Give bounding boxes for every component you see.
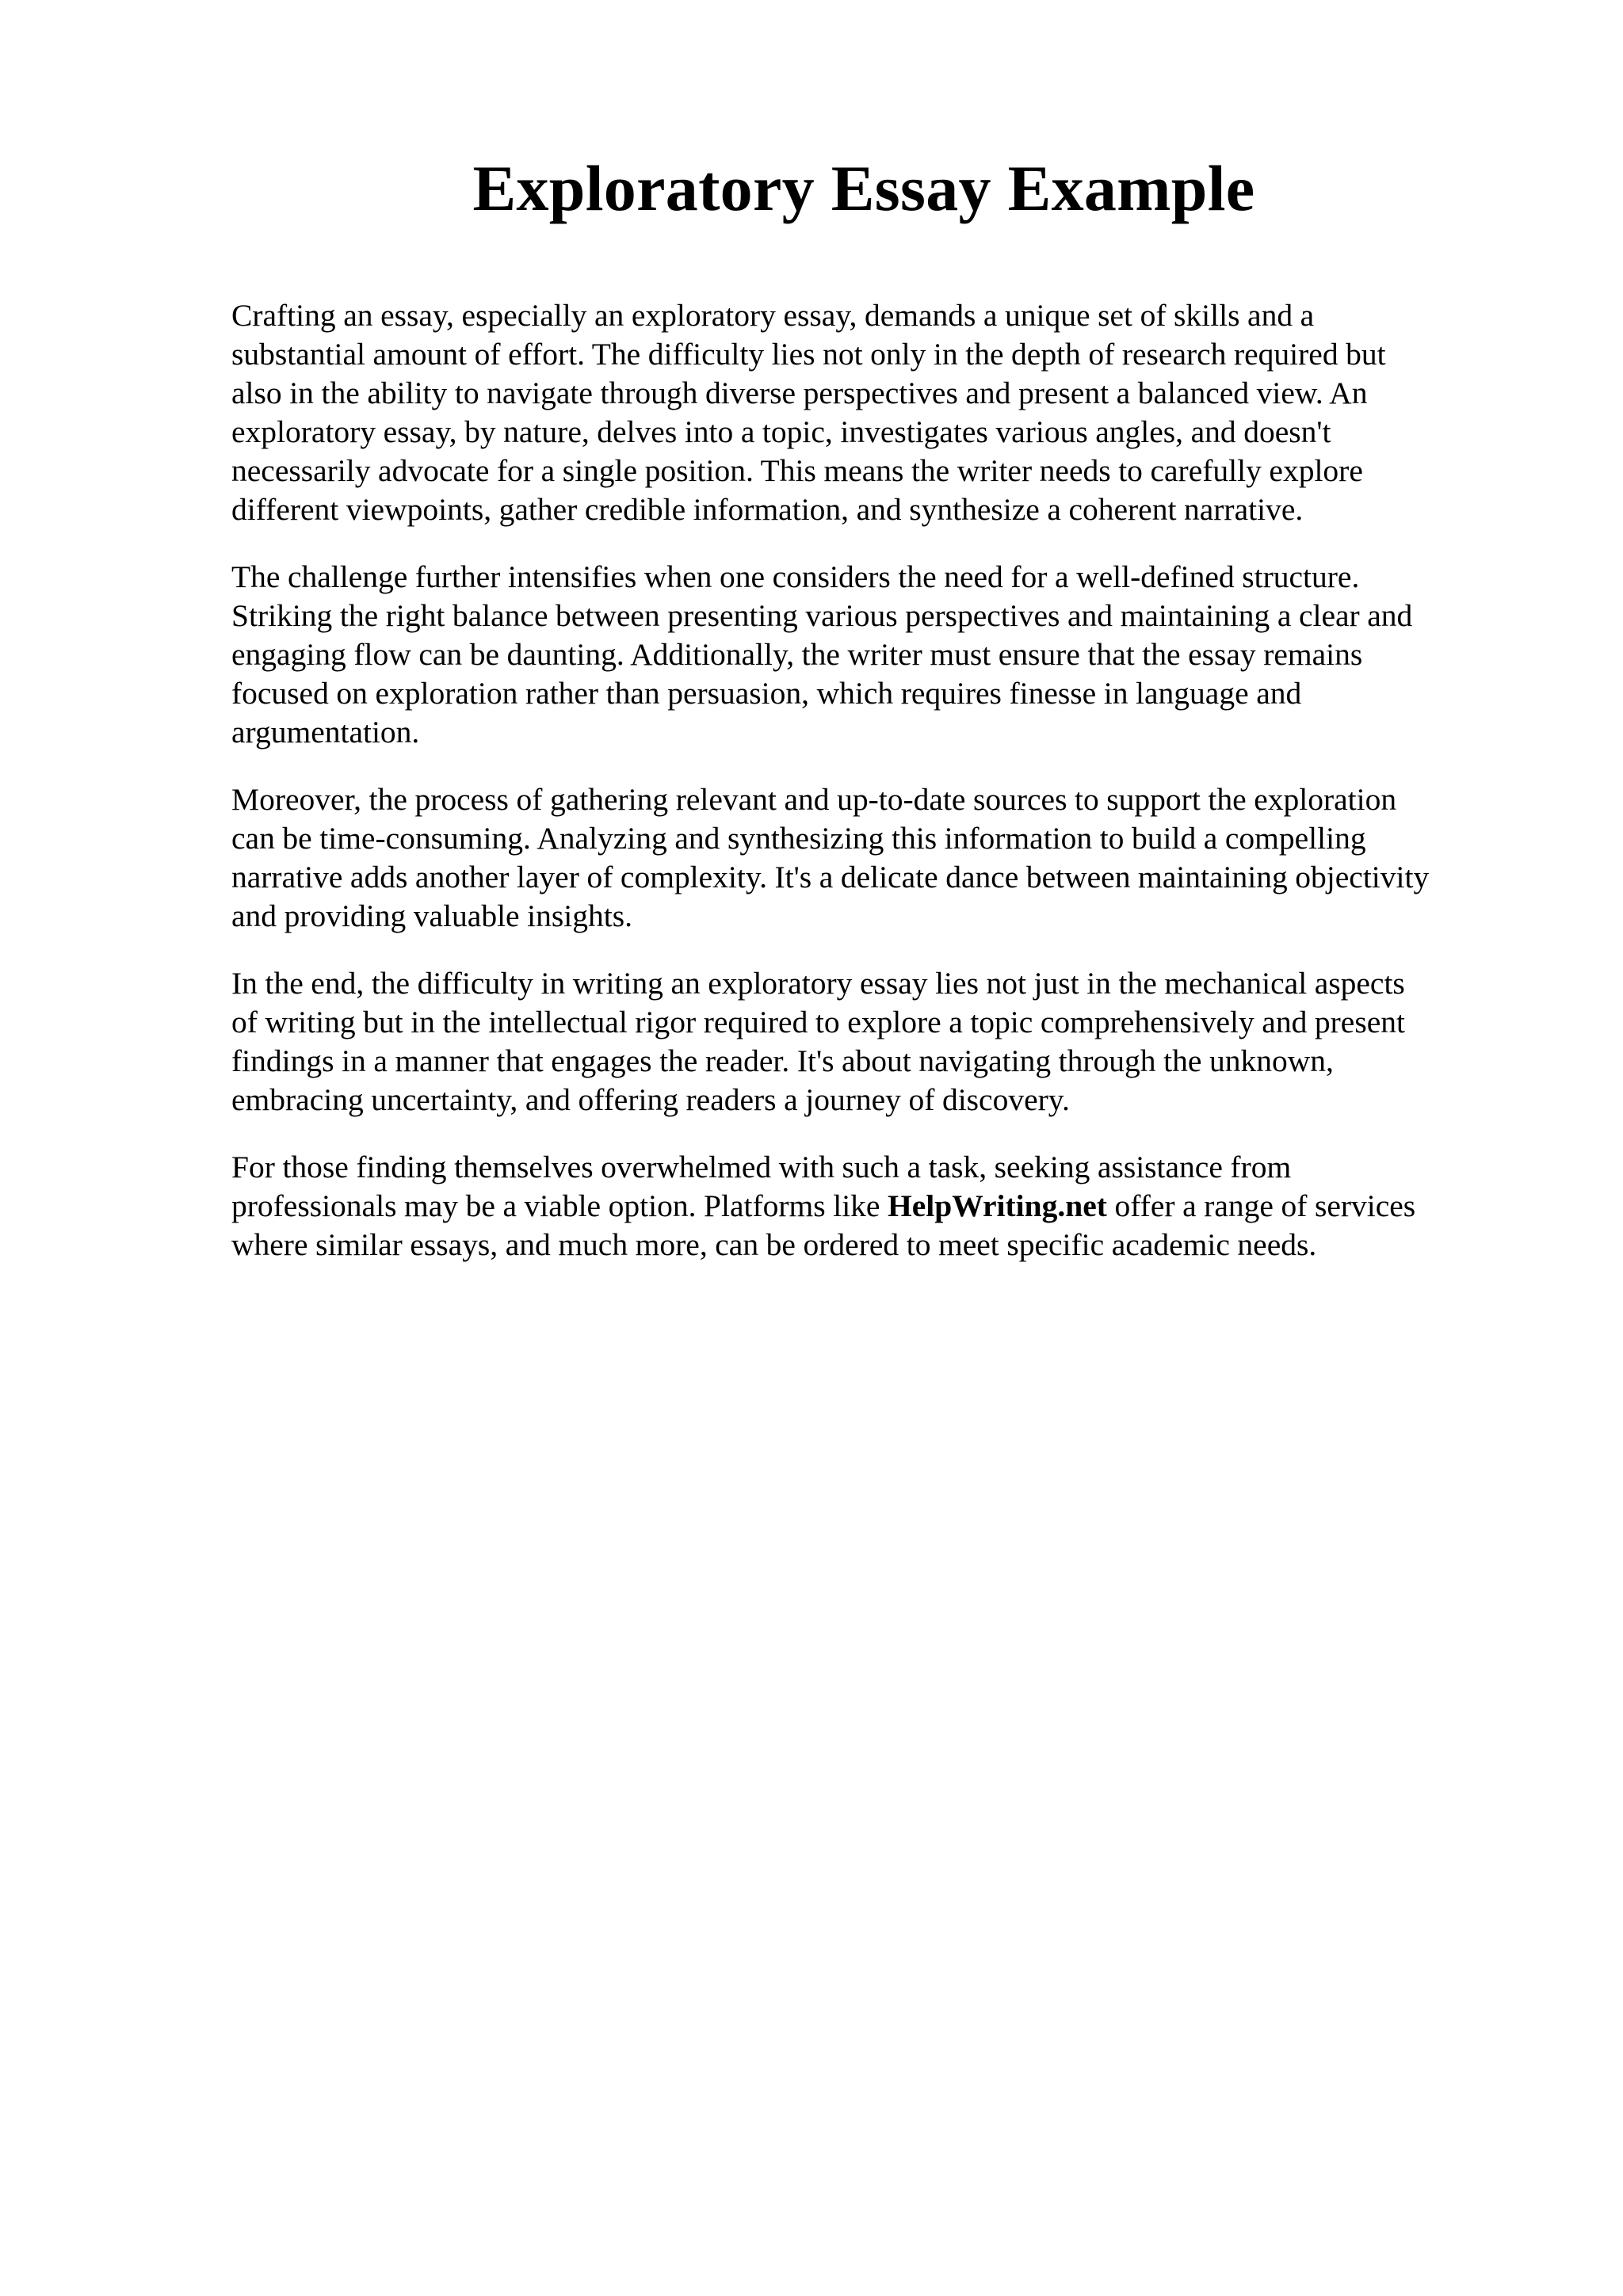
text-line: embracing uncertainty, and offering readers a journey of discovery. (231, 1082, 1070, 1117)
text-line: For those finding themselves overwhelmed with such a task, seeking assistance from (231, 1150, 1292, 1184)
text-line: In the end, the difficulty in writing an exploratory essay lies not just in the mechanical aspects (231, 966, 1405, 1001)
text-line: argumentation. (231, 715, 420, 749)
text-line: Crafting an essay, especially an exploratory essay, demands a unique set of skills and a (231, 298, 1315, 333)
text-line: where similar essays, and much more, can be ordered to meet specific academic needs. (231, 1227, 1317, 1262)
paragraph-2 (231, 558, 1499, 752)
paragraph-5 (231, 1148, 1499, 1264)
document-body (231, 296, 1499, 1293)
brand-link-text: HelpWriting.net (888, 1188, 1107, 1223)
text-line: different viewpoints, gather credible information, and synthesize a coherent narrative. (231, 492, 1304, 527)
text-line: The challenge further intensifies when one considers the need for a well-defined structure. (231, 559, 1360, 594)
paragraph-4 (231, 964, 1499, 1119)
text-line (231, 1187, 1499, 1226)
text-segment: offer a range of services (1106, 1188, 1416, 1223)
text-line: substantial amount of effort. The difficulty lies not only in the depth of research required but (231, 337, 1386, 372)
text-line: focused on exploration rather than persuasion, which requires finesse in language and (231, 676, 1302, 711)
text-line: and providing valuable insights. (231, 898, 632, 933)
paragraph-3 (231, 780, 1499, 936)
text-line: can be time-consuming. Analyzing and synthesizing this information to build a compelling (231, 821, 1366, 856)
text-line: engaging flow can be daunting. Additionally, the writer must ensure that the essay remains (231, 637, 1363, 672)
document-title: Exploratory Essay Example (472, 152, 1255, 224)
text-line: exploratory essay, by nature, delves into a topic, investigates various angles, and doesn't (231, 414, 1331, 449)
text-line: Striking the right balance between presenting various perspectives and maintaining a clear and (231, 598, 1413, 633)
text-line: findings in a manner that engages the reader. It's about navigating through the unknown, (231, 1043, 1334, 1078)
text-line: narrative adds another layer of complexity. It's a delicate dance between maintaining objectivity (231, 860, 1430, 894)
paragraph-1 (231, 296, 1499, 529)
text-line: Moreover, the process of gathering relevant and up-to-date sources to support the exploration (231, 782, 1397, 817)
text-line: necessarily advocate for a single position. This means the writer needs to carefully explore (231, 453, 1363, 488)
text-line: of writing but in the intellectual rigor required to explore a topic comprehensively and present (231, 1005, 1405, 1039)
text-line: also in the ability to navigate through diverse perspectives and present a balanced view. An (231, 376, 1368, 410)
text-segment: professionals may be a viable option. Platforms like (231, 1188, 888, 1223)
